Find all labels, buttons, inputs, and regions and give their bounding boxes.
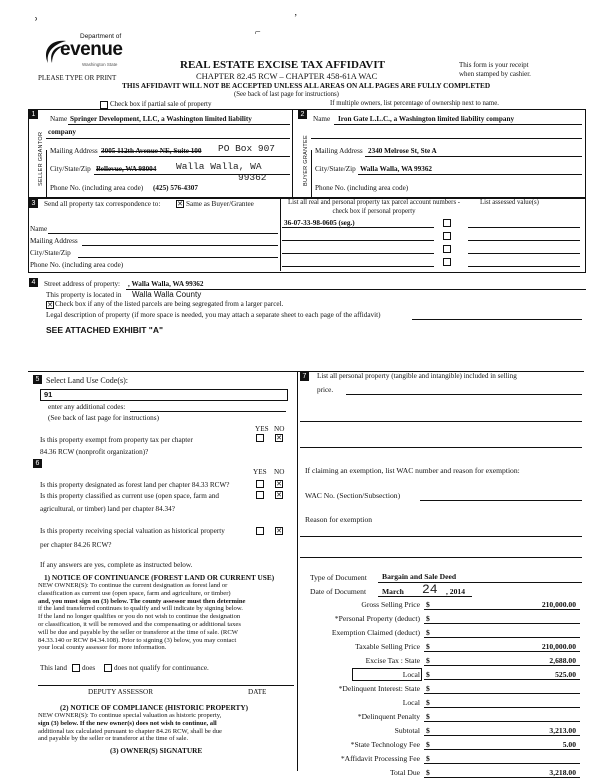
- receipt-note-2: when stamped by cashier.: [459, 70, 531, 78]
- tax-row-total-due: [300, 766, 584, 780]
- personal-property-line-2: [300, 421, 582, 422]
- partial-sale-checkbox[interactable]: [100, 101, 108, 109]
- seller-side-divider: [46, 150, 47, 197]
- notice-2-line: sign (3) below. If the new owner(s) does not wish to continue, all: [38, 719, 217, 727]
- assessed-line-2: [468, 240, 580, 241]
- corr-phone-label: Phone No. (including area code): [30, 261, 124, 269]
- wac-number-label: WAC No. (Section/Subsection): [305, 491, 401, 500]
- seller-mailing-line: [99, 156, 290, 157]
- see-back-instructions: (See back of last page for instructions): [234, 91, 339, 98]
- tax-row-currency: $: [426, 740, 430, 749]
- exempt-question-1: Is this property exempt from property tax per chapter: [40, 436, 193, 444]
- tax-row-line: [424, 763, 580, 764]
- tax-row-currency: $: [426, 698, 430, 707]
- buyer-city-value: Walla Walla, WA 99362: [360, 165, 433, 173]
- tax-row-currency: $: [426, 726, 430, 735]
- tax-row-currency: $: [426, 768, 430, 777]
- document-date-day: 24: [422, 582, 438, 597]
- tax-row-line: [424, 749, 580, 750]
- street-address-label: Street address of property:: [44, 280, 121, 288]
- assessed-header: List assessed value(s): [480, 199, 539, 206]
- corr-name-label: Name: [30, 225, 48, 233]
- seller-zip-handwritten: 99362: [238, 172, 267, 183]
- tax-row-value: 5.00: [562, 740, 576, 749]
- tax-row-value: 210,000.00: [541, 600, 576, 609]
- same-as-buyer-label: Same as Buyer/Grantee: [186, 200, 254, 208]
- handwritten-mark-1: ʾ: [33, 14, 39, 34]
- document-date-label: Date of Document: [310, 587, 367, 596]
- buyer-city-label: City/State/Zip: [315, 165, 356, 173]
- notice-1-line: if the land transferred continues to qualify and will indicate by signing below.: [38, 605, 243, 613]
- please-type: PLEASE TYPE OR PRINT: [38, 74, 117, 82]
- tax-row-currency: $: [426, 642, 430, 651]
- receipt-note-1: This form is your receipt: [459, 61, 529, 69]
- land-use-see-back: (See back of last page for instructions): [48, 414, 159, 422]
- notice-1-line: and, you must sign on (3) below. The county assessor must then determine: [38, 597, 246, 605]
- corr-city-label: City/State/Zip: [30, 249, 71, 257]
- section-2-number: 2: [298, 110, 307, 119]
- tax-row-label: *Delinquent Interest: State: [338, 684, 420, 693]
- tax-row-value: 210,000.00: [541, 642, 576, 651]
- land-use-input[interactable]: [40, 389, 288, 401]
- additional-codes-line: [130, 411, 286, 412]
- historical-no-checkbox[interactable]: ✕: [276, 527, 282, 535]
- current-use-no-checkbox[interactable]: ✕: [276, 491, 282, 499]
- tax-row-label: *Affidavit Processing Fee: [340, 754, 420, 763]
- document-date-year: , 2014: [446, 587, 465, 596]
- located-label: This property is located in: [46, 291, 122, 299]
- section-5-7-divider: [297, 371, 298, 771]
- seller-name-value-2: company: [48, 128, 76, 136]
- personal-property-checkbox-4[interactable]: [443, 258, 451, 266]
- tax-row-taxable: [300, 640, 584, 654]
- same-as-buyer-checkbox[interactable]: ✕: [177, 200, 183, 208]
- tax-row-gross: [300, 598, 584, 612]
- handwritten-mark-3: ⌐: [255, 27, 261, 38]
- tax-row-line: [424, 777, 580, 778]
- tax-row-label: Taxable Selling Price: [355, 642, 420, 651]
- seller-city-handwritten: Walla Walla, WA: [176, 161, 262, 172]
- section-1-number: 1: [29, 110, 38, 119]
- partial-sale-label: Check box if partial sale of property: [110, 100, 212, 108]
- tax-row-line: [424, 665, 580, 666]
- tax-row-line: [424, 637, 580, 638]
- seller-mailing-label: Mailing Address: [50, 147, 98, 155]
- tax-row-currency: $: [426, 684, 430, 693]
- tax-row-label: Total Due: [389, 768, 420, 777]
- tax-row-value: 3,213.00: [549, 726, 576, 735]
- tax-row-label: *Delinquent Penalty: [357, 712, 420, 721]
- tax-row-label: Excise Tax : State: [365, 656, 420, 665]
- parcel-header: List all real and personal property tax parcel account numbers - check box if personal property: [287, 199, 461, 215]
- wac-number-line: [420, 500, 582, 501]
- tax-row-penalty: [300, 710, 584, 724]
- notice-1-line: or classification, it will be removed and the compensating or additional taxes: [38, 620, 241, 628]
- tax-row-currency: $: [426, 628, 430, 637]
- form-title: REAL ESTATE EXCISE TAX AFFIDAVIT: [180, 59, 385, 71]
- tax-row-currency: $: [426, 600, 430, 609]
- notice-1-body: [38, 582, 294, 652]
- buyer-mailing-label: Mailing Address: [315, 147, 363, 155]
- tax-row-line: [424, 735, 580, 736]
- tax-row-value: 2,688.00: [549, 656, 576, 665]
- multiple-owners-note: If multiple owners, list percentage of ownership next to name.: [330, 100, 499, 107]
- this-land-label: This land: [40, 664, 67, 672]
- tax-row-line: [424, 623, 580, 624]
- corr-mailing-label: Mailing Address: [30, 237, 78, 245]
- section-3-number: 3: [29, 199, 38, 208]
- tax-row-personal-property: [300, 612, 584, 626]
- notice-2-body: [38, 712, 294, 743]
- segregated-checkbox[interactable]: ✕: [47, 301, 53, 309]
- tax-row-label: Gross Selling Price: [361, 600, 420, 609]
- tax-row-line: [424, 679, 580, 680]
- send-correspondence-label: Send all property tax correspondence to:: [44, 200, 161, 208]
- tax-row-currency: $: [426, 754, 430, 763]
- seller-city-label: City/State/Zip: [50, 165, 91, 173]
- buyer-name-line-2: [311, 138, 582, 139]
- notice-1-line: If the land no longer qualifies or you do not wish to continue the designation: [38, 613, 241, 621]
- deputy-assessor-label: DEPUTY ASSESSOR: [88, 688, 154, 696]
- legal-description-value: SEE ATTACHED EXHIBIT "A": [46, 325, 163, 335]
- section-5-number: 5: [33, 375, 42, 384]
- s6-no-header: NO: [274, 468, 285, 476]
- exempt-yes-checkbox[interactable]: [256, 434, 264, 442]
- notice-2-title: (2) NOTICE OF COMPLIANCE (HISTORIC PROPERTY): [60, 703, 249, 712]
- tax-row-label: Local: [402, 670, 420, 679]
- owner-signature-label: (3) OWNER(S) SIGNATURE: [110, 746, 203, 755]
- current-use-yes-checkbox[interactable]: [256, 491, 264, 499]
- historical-question-1: Is this property receiving special valuation as historical property: [40, 527, 225, 535]
- logo-department: Department of: [80, 33, 122, 40]
- personal-property-checkbox-2[interactable]: [443, 232, 451, 240]
- tax-row-excise-state: [300, 654, 584, 668]
- tax-row-line: [424, 609, 580, 610]
- historical-yes-checkbox[interactable]: [256, 527, 264, 535]
- notice-1-title: 1) NOTICE OF CONTINUANCE (FOREST LAND OR CURRENT USE): [44, 573, 275, 582]
- warning-text: THIS AFFIDAVIT WILL NOT BE ACCEPTED UNLESS ALL AREAS ON ALL PAGES ARE FULLY COMPLETED: [122, 81, 491, 90]
- land-does-not-label: does not qualify for continuance.: [114, 664, 209, 672]
- s5-no-header: NO: [274, 425, 285, 433]
- document-type-line: [378, 582, 582, 583]
- buyer-phone-label: Phone No. (including area code): [315, 184, 409, 192]
- notice-1-line: will be due and payable by the seller or transferor at the time of sale. (RCW: [38, 628, 238, 636]
- seller-name-line-2: [46, 138, 290, 139]
- tax-row-value: 3,218.00: [549, 768, 576, 777]
- section-1-2-divider: [292, 109, 293, 197]
- tax-row-label: Exemption Claimed (deduct): [331, 628, 420, 637]
- parcel-line-4: [282, 266, 434, 267]
- land-use-label: Select Land Use Code(s):: [46, 376, 128, 385]
- buyer-mailing-value: 2340 Melrose St, Ste A: [368, 147, 437, 155]
- tax-row-currency: $: [426, 712, 430, 721]
- land-use-value: 91: [44, 390, 53, 399]
- tax-row-processing-fee: [300, 752, 584, 766]
- notice-1-line: 84.33.140 or RCW 84.34.108). Prior to signing (3) below, you may contact: [38, 636, 237, 644]
- section-4-number: 4: [29, 278, 38, 287]
- tax-row-line: [424, 721, 580, 722]
- logo-tagline: Washington State: [82, 62, 118, 67]
- document-date-month: March: [382, 587, 404, 596]
- seller-mailing-struck: 3005 112th Avenue NE, Suite 100: [101, 147, 202, 155]
- revenue-logo: [40, 33, 140, 71]
- current-use-question-2: agricultural, or timber) land per chapter 84.34?: [40, 505, 175, 513]
- personal-property-line-1: [346, 394, 582, 395]
- seller-side-label: SELLER GRANTOR: [38, 131, 44, 186]
- seller-name-line: [68, 124, 290, 125]
- buyer-name-value: Iron Gate L.L.C., a Washington limited liability company: [338, 115, 515, 123]
- seller-mailing-handwritten: PO Box 907: [218, 143, 276, 154]
- corr-mailing-line: [82, 245, 278, 246]
- tax-row-line: [424, 707, 580, 708]
- reason-line-1: [300, 536, 582, 537]
- parcel-line-1: [282, 227, 434, 228]
- buyer-mailing-line: [365, 156, 582, 157]
- section-3-divider: [280, 197, 281, 271]
- seller-city-line: [94, 174, 290, 175]
- tax-row-line: [424, 651, 580, 652]
- claiming-exemption-label: If claiming an exemption, list WAC number and reason for exemption:: [305, 466, 520, 475]
- seller-city-struck: Bellevue, WA 98004: [96, 165, 157, 173]
- land-does-checkbox[interactable]: [72, 664, 80, 672]
- tax-row-currency: $: [426, 670, 430, 679]
- exempt-no-checkbox[interactable]: ✕: [276, 434, 282, 442]
- notice-1-line: your local county assessor for more information.: [38, 644, 167, 652]
- historical-question-2: per chapter 84.26 RCW?: [40, 541, 112, 549]
- reason-exemption-label: Reason for exemption: [305, 515, 373, 524]
- exempt-question-2: 84.36 RCW (nonprofit organization)?: [40, 448, 149, 456]
- forest-yes-checkbox[interactable]: [256, 480, 264, 488]
- reason-line-2: [300, 557, 582, 558]
- notice-2-line: and payable by the seller or transferor at the time of sale.: [38, 735, 189, 743]
- s5-yes-header: YES: [255, 425, 269, 433]
- street-address-value: , Walla Walla, WA 99362: [128, 280, 204, 288]
- tax-row-label: Local: [402, 698, 420, 707]
- tax-row-excise-local: [300, 668, 584, 682]
- buyer-city-line: [358, 174, 582, 175]
- assessed-line-1: [468, 227, 580, 228]
- parcel-line-3: [282, 253, 434, 254]
- personal-property-checkbox-3[interactable]: [443, 245, 451, 253]
- buyer-side-divider: [311, 150, 312, 197]
- tax-row-value: 525.00: [555, 670, 576, 679]
- seller-name-value: Springer Development, LLC, a Washington limited liability: [70, 115, 252, 123]
- parcel-line-2: [282, 240, 434, 241]
- tax-row-delinquent-local: [300, 696, 584, 710]
- additional-codes-label: enter any additional codes:: [48, 403, 126, 411]
- assessed-line-4: [468, 266, 580, 267]
- tax-row-label: *State Technology Fee: [350, 740, 420, 749]
- forest-land-question: Is this property designated as forest land per chapter 84.33 RCW?: [40, 481, 230, 489]
- notice-1-line: classification as current use (open space, farm and agriculture, or timber): [38, 589, 231, 597]
- buyer-name-line: [334, 124, 582, 125]
- tax-row-label: *Personal Property (deduct): [334, 614, 420, 623]
- buyer-name-label: Name: [313, 115, 331, 123]
- parcel-value: 36-07-33-98-0605 (seg.): [284, 219, 355, 227]
- section-7-number: 7: [300, 372, 309, 381]
- tax-row-exemption: [300, 626, 584, 640]
- tax-row-technology-fee: [300, 738, 584, 752]
- legal-description-label: Legal description of property (if more space is needed, you may attach a separate sheet to each page of the affidavit): [46, 311, 381, 319]
- document-date-line: [378, 596, 472, 597]
- seller-phone-value: (425) 576-4307: [153, 184, 198, 192]
- segregated-label: Check box if any of the listed parcels are being segregated from a larger parcel.: [55, 300, 284, 308]
- tax-row-line: [424, 693, 580, 694]
- handwritten-mark-2: ʼ: [294, 13, 298, 24]
- s6-yes-header: YES: [253, 468, 267, 476]
- personal-property-line-3: [300, 447, 582, 448]
- forest-no-checkbox[interactable]: ✕: [276, 480, 282, 488]
- corr-city-line: [78, 257, 278, 258]
- document-type-label: Type of Document: [310, 573, 367, 582]
- notice-1-line: NEW OWNER(S): To continue the current designation as forest land or: [38, 582, 228, 589]
- tax-row-subtotal: [300, 724, 584, 738]
- personal-property-label-1: List all personal property (tangible and intangible) included in selling: [317, 372, 517, 380]
- corr-name-line: [48, 233, 278, 234]
- land-does-label: does: [82, 664, 96, 672]
- tax-row-label: Subtotal: [394, 726, 420, 735]
- personal-property-checkbox-1[interactable]: [443, 219, 451, 227]
- land-does-not-checkbox[interactable]: [104, 664, 112, 672]
- buyer-side-label: BUYER GRANTEE: [303, 135, 309, 186]
- assessed-line-3: [468, 253, 580, 254]
- seller-name-label: Name: [50, 115, 68, 123]
- personal-property-label-2: price.: [317, 386, 334, 394]
- deputy-date-label: DATE: [248, 688, 267, 696]
- located-value: Walla Walla County: [132, 290, 202, 299]
- deputy-assessor-line: [38, 685, 294, 686]
- tax-row-currency: $: [426, 656, 430, 665]
- legal-line-end: [412, 319, 582, 320]
- section-6-number: 6: [33, 459, 42, 468]
- notice-2-line: additional tax calculated pursuant to chapter 84.26 RCW, shall be due: [38, 727, 222, 735]
- tax-row-delinquent-state: [300, 682, 584, 696]
- seller-phone-label: Phone No. (including area code): [50, 184, 144, 192]
- document-type-value: Bargain and Sale Deed: [382, 572, 457, 581]
- if-yes-instructions: If any answers are yes, complete as instructed below.: [40, 561, 193, 569]
- notice-2-line: NEW OWNER(S): To continue special valuation as historic property,: [38, 712, 222, 719]
- logo-name: evenue: [60, 39, 123, 60]
- form-subtitle: CHAPTER 82.45 RCW – CHAPTER 458-61A WAC: [196, 71, 378, 81]
- current-use-question-1: Is this property classified as current use (open space, farm and: [40, 492, 220, 500]
- tax-row-currency: $: [426, 614, 430, 623]
